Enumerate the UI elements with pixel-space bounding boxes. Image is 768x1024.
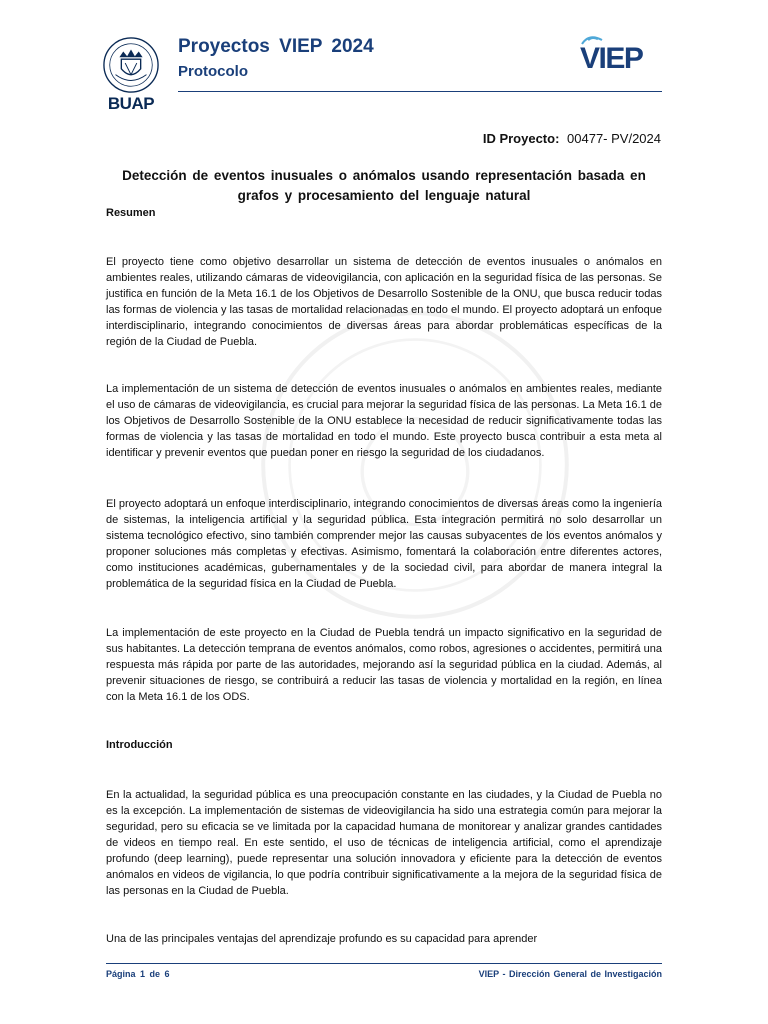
buap-logo-text: BUAP bbox=[107, 94, 155, 113]
resumen-paragraph-2: La implementación de un sistema de detección de eventos inusuales o anómalos en ambientes reales, mediante el uso de cámaras de videovigilancia, es crucial para mejorar la seguridad física de las personas. La Meta 16.1 de los Objetivos de Desarrollo Sostenible de la ONU establece la necesidad de reducir significativamente todas las formas de violencia y las tasas de mortalidad en todo el mundo. Este proyecto busca contribuir a esta meta al identificar y prevenir eventos que puedan poner en riesgo la seguridad de los ciudadanos. bbox=[106, 383, 662, 459]
resumen-paragraph-1: El proyecto tiene como objetivo desarrollar un sistema de detección de eventos inusuales o anómalos en ambientes reales, utilizando cámaras de videovigilancia, con aplicación en la seguridad física de las personas. Se justifica en función de la Meta 16.1 de los Objetivos de Desarrollo Sostenible de la ONU, que busca reducir todas las formas de violencia y las tasas de mortalidad relacionadas en todo el mundo. El proyecto adoptará un enfoque interdisciplinario, integrando conocimientos de diversas áreas para abordar problemáticas específicas de la región de la Ciudad de Puebla. bbox=[106, 256, 662, 348]
footer-organization: VIEP - Dirección General de Investigación bbox=[478, 969, 662, 979]
header-rule bbox=[178, 91, 662, 92]
introduccion-paragraph-2: Una de las principales ventajas del aprendizaje profundo es su capacidad para aprender bbox=[106, 933, 538, 945]
introduccion-paragraph-1: En la actualidad, la seguridad pública es una preocupación constante en las ciudades, y la Ciudad de Puebla no es la excepción. La implementación de sistemas de videovigilancia ha sido una estrategia común para mejorar la seguridad, pero su eficacia se ve limitada por la capacidad humana de monitorear y analizar grandes cantidades de videos en tiempo real. En este sentido, el uso de técnicas de inteligencia artificial, como el aprendizaje profundo (deep learning), puede representar una solución innovadora y eficiente para la detección de eventos anómalos en videos de vigilancia, lo que podría contribuir significativamente a la mejora de la seguridad física de las personas en la Ciudad de Puebla. bbox=[106, 789, 662, 897]
document-title-line-2: grafos y procesamiento del lenguaje natural bbox=[237, 188, 531, 203]
header-subtitle: Protocolo bbox=[178, 63, 248, 80]
viep-logo bbox=[580, 34, 662, 74]
footer-page-number: Página 1 de 6 bbox=[106, 969, 170, 979]
header-title: Proyectos VIEP 2024 bbox=[178, 36, 374, 57]
buap-logo bbox=[96, 36, 166, 118]
section-heading-resumen: Resumen bbox=[106, 207, 156, 219]
viep-logo-text: VIEP bbox=[580, 42, 643, 74]
resumen-paragraph-3: El proyecto adoptará un enfoque interdisciplinario, integrando conocimientos de diversas áreas como la ingeniería de sistemas, la inteligencia artificial y la seguridad pública. Esta integración permitirá no solo desarrollar un sistema tecnológico efectivo, sino también comprender mejor las causas subyacentes de los eventos anómalos y proponer soluciones más completas y efectivas. Asimismo, fomentará la colaboración entre diferentes actores, como instituciones académicas, gubernamentales y de la sociedad civil, para abordar de manera integral la problemática de la seguridad física en la Ciudad de Puebla. bbox=[106, 498, 662, 590]
document-title bbox=[106, 166, 662, 206]
project-id-label: ID Proyecto: bbox=[482, 131, 560, 146]
section-heading-introduccion: Introducción bbox=[106, 739, 173, 751]
project-id bbox=[483, 131, 661, 146]
project-id-value: 00477- PV/2024 bbox=[567, 131, 661, 146]
document-title-line-1: Detección de eventos inusuales o anómalos usando representación basada en bbox=[122, 168, 646, 183]
resumen-paragraph-4: La implementación de este proyecto en la Ciudad de Puebla tendrá un impacto significativo en la seguridad de sus habitantes. La detección temprana de eventos anómalos, como robos, agresiones o accidentes, permitirá una respuesta más rápida por parte de las autoridades, mejorando así la seguridad pública en la ciudad. Además, al prevenir situaciones de riesgo, se contribuirá a reducir las tasas de violencia y mortalidad en la región, en línea con la Meta 16.1 de los ODS. bbox=[106, 627, 662, 703]
footer-rule bbox=[106, 963, 662, 964]
university-seal-icon bbox=[102, 36, 160, 94]
